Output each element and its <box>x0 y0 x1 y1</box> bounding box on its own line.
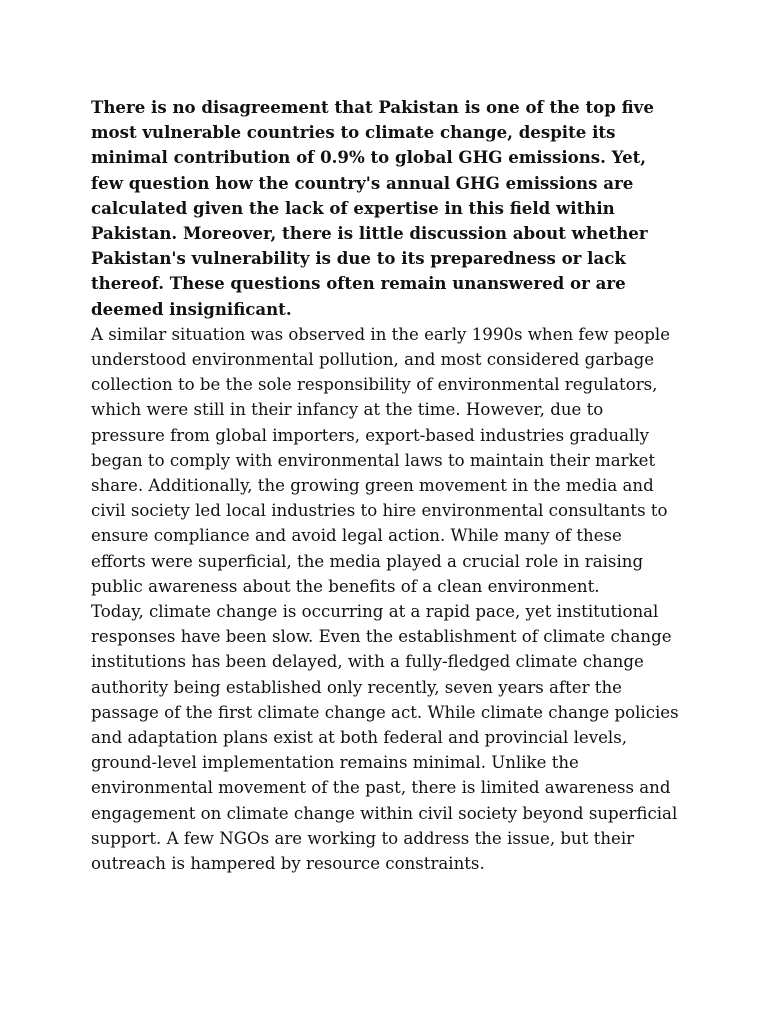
history-paragraph: A similar situation was observed in the early 1990s when few people understood environmental pollution, and most considered garbage collection to be the sole responsibility of environmental regulators, which were still in their infancy at the time. However, due to pressure from global importers, export-based industries gradually began to comply with environmental laws to maintain their market share. Additionally, the growing green movement in the media and civil society led local industries to hire environmental consultants to ensure compliance and avoid legal action. While many of these efforts were superficial, the media played a crucial role in raising public awareness about the benefits of a clean environment. <box>91 324 671 596</box>
intro-paragraph: There is no disagreement that Pakistan is one of the top five most vulnerable countries to climate change, despite its minimal contribution of 0.9% to global GHG emissions. Yet, few question how the country's annual GHG emissions are calculated given the lack of expertise in this field within Pakistan. Moreover, there is little discussion about whether Pakistan's vulnerability is due to its preparedness or lack thereof. These questions often remain unanswered or are deemed insignificant. <box>91 97 654 319</box>
current-situation-paragraph: Today, climate change is occurring at a rapid pace, yet institutional responses have been slow. Even the establishment of climate change institutions has been delayed, with a fully-fledged climate change authority being established only recently, seven years after the passage of the first climate change act. While climate change policies and adaptation plans exist at both federal and provincial levels, ground-level implementation remains minimal. Unlike the environmental movement of the past, there is limited awareness and engagement on climate change within civil society beyond superficial support. A few NGOs are working to address the issue, but their outreach is hampered by resource constraints. <box>91 602 679 874</box>
document-page <box>91 95 681 876</box>
